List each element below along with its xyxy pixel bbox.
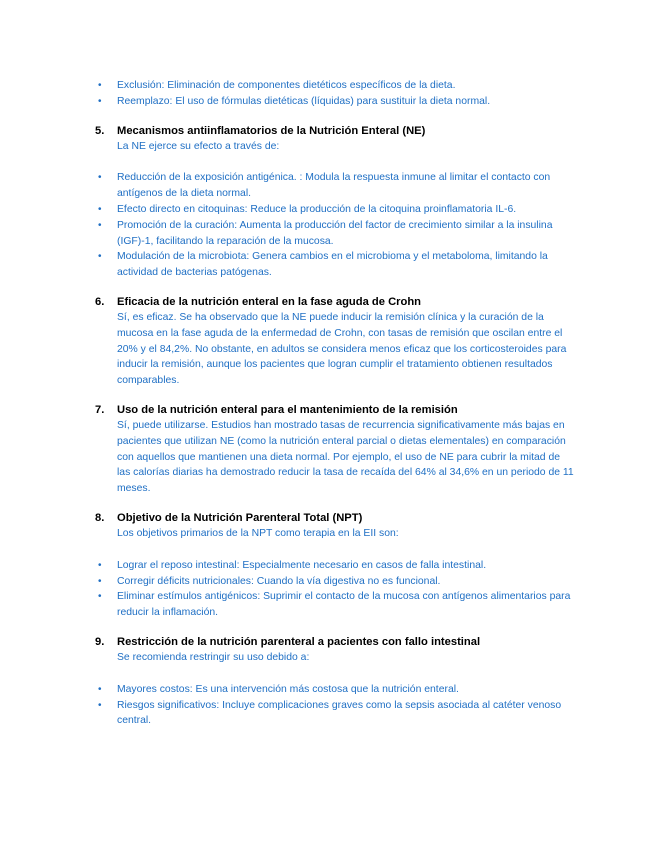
section-intro: Los objetivos primarios de la NPT como terapia en la EII son: [117,527,399,539]
section-bullet-list [98,682,575,729]
section-title: Objetivo de la Nutrición Parenteral Total (NPT) [117,511,363,524]
bullet-icon: • [98,172,102,184]
section-title: Uso de la nutrición enteral para el mantenimiento de la remisión [117,403,458,416]
list-item: • Mayores costos: Es una intervención más costosa que la nutrición enteral. [98,682,575,698]
list-item: • Modulación de la microbiota: Genera cambios en el microbioma y el metaboloma, limitando la actividad de bacterias patógenas. [98,251,548,279]
list-item: • Promoción de la curación: Aumenta la producción del factor de crecimiento similar a la insulina (IGF)-1, facilitando la reparación de la mucosa. [98,219,553,247]
list-item: • Reemplazo: El uso de fórmulas dietéticas (líquidas) para sustituir la dieta normal. [98,94,575,110]
section-6 [95,294,575,389]
bullet-icon: • [98,203,102,215]
section-title: Mecanismos antiinflamatorios de la Nutrición Enteral (NE) [117,124,426,137]
bullet-icon: • [98,219,102,231]
list-item: • Lograr el reposo intestinal: Especialmente necesario en casos de falla intestinal. [98,558,575,574]
bullet-icon: • [98,95,102,107]
bullet-icon: • [98,591,102,603]
list-item: • Riesgos significativos: Incluye complicaciones graves como la sepsis asociada al catéter venoso central. [98,699,562,727]
bullet-icon: • [98,559,102,571]
section-title: Restricción de la nutrición parenteral a pacientes con fallo intestinal [117,635,481,648]
section-5 [95,123,575,281]
section-title: Eficacia de la nutrición enteral en la fase aguda de Crohn [117,295,422,308]
list-item: • Corregir déficits nutricionales: Cuando la vía digestiva no es funcional. [98,574,575,590]
bullet-icon: • [98,699,102,711]
section-body: Sí, puede utilizarse. Estudios han mostrado tasas de recurrencia significativamente más bajas en pacientes que utilizan NE (como la nutrición enteral parcial o dietas elementales) en comparación con aquellos que mantienen una dieta normal. Por ejemplo, el uso de NE para cubrir la mitad de las calorías diarias ha demostrado reducir la tasa de recaída del 64% al 34,6% en un periodo de 11 meses. [117,419,574,495]
section-intro: La NE ejerce su efecto a través de: [117,140,280,152]
section-heading [95,510,575,526]
bullet-icon: • [98,683,102,695]
bullet-icon: • [98,575,102,587]
section-number: 6. [95,295,105,308]
section-heading [95,402,575,418]
section-7 [95,402,575,497]
section-body: Sí, es eficaz. Se ha observado que la NE puede inducir la remisión clínica y la curación de la mucosa en la fase aguda de la enfermedad de Crohn, con tasas de remisión que oscilan entre el 20% y el 84,2%. No obstante, en adultos se considera menos eficaz que los corticosteroides para inducir la remisión, aunque los pacientes que logran cumplir el tratamiento obtienen resultados comparables. [117,311,567,387]
list-item: • Efecto directo en citoquinas: Reduce la producción de la citoquina proinflamatoria IL-6. [98,202,575,218]
list-item: • Eliminar estímulos antigénicos: Suprimir el contacto de la mucosa con antígenos alimentarios para reducir la inflamación. [98,591,571,619]
bullet-icon: • [98,251,102,263]
section-heading [95,634,575,650]
bullet-icon: • [98,80,102,91]
section-bullet-list [98,170,575,281]
section-8 [95,510,575,621]
section-heading [95,123,575,139]
section-number: 9. [95,635,105,648]
section-number: 8. [95,511,105,524]
section-9 [95,634,575,729]
list-item: • Exclusión: Eliminación de componentes dietéticos específicos de la dieta. [98,78,575,94]
section-number: 7. [95,403,105,416]
section-number: 5. [95,124,105,137]
section-intro: Se recomienda restringir su uso debido a: [117,651,310,663]
section-bullet-list [98,558,575,621]
top-bullet-list [98,78,575,110]
list-item: • Reducción de la exposición antigénica. : Modula la respuesta inmune al limitar el contacto con antígenos de la dieta normal. [98,172,551,200]
section-heading [95,294,575,310]
